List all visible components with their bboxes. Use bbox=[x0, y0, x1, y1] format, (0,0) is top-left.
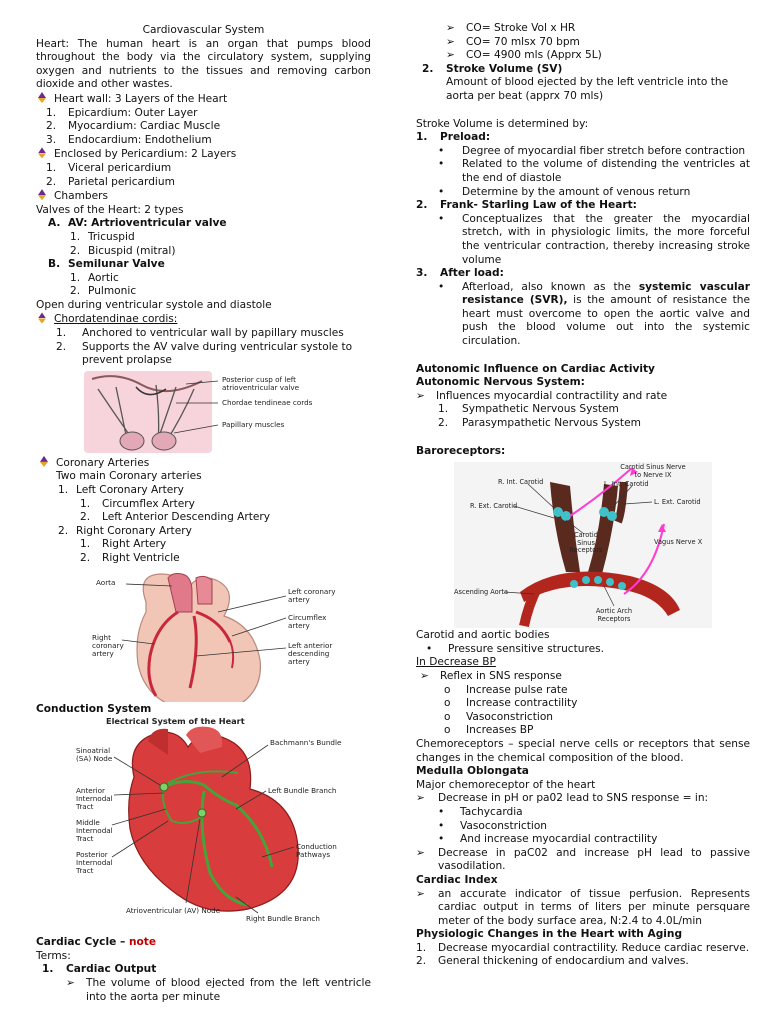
list-item: 2. Supports the AV valve during ventricular systole to prevent prolapse bbox=[56, 340, 353, 367]
figure-label: Right Bundle Branch bbox=[246, 914, 320, 924]
list-item: 3. Endocardium: Endothelium bbox=[46, 133, 212, 146]
list-item: ➢ CO= 4900 mls (Apprx 5L) bbox=[446, 49, 602, 62]
arrow-bullet-icon: ➢ bbox=[66, 976, 75, 989]
pericardium-bullet: Enclosed by Pericardium: 2 Layers bbox=[36, 147, 371, 162]
heart-intro: Heart: The human heart is an organ that pumps blood throughout the body via the circulatory system, supplying oxygen and nutrients to the tissues and removing carbon dioxide and other wastes. bbox=[36, 37, 371, 91]
figure-label: Conduction Pathways bbox=[296, 842, 337, 860]
list-item: • Afterload, also known as the systemic vascular resistance (SVR), is the amount of resistance the heart must overcome to open the aortic valve and push the blood volume out into the systemic circulation. bbox=[438, 280, 750, 348]
list-item: 2. Stroke Volume (SV) bbox=[422, 62, 563, 75]
arrow-bullet-icon: ➢ bbox=[416, 846, 425, 859]
figure-label: Posterior Internodal Tract bbox=[76, 850, 113, 876]
arrow-bullet-icon bbox=[36, 92, 48, 103]
list-item: 1. Viceral pericardium bbox=[46, 161, 172, 174]
list-item: • And increase myocardial contractility bbox=[438, 833, 658, 846]
list-item: 1. Decrease myocardial contractility. Reduce cardiac reserve. bbox=[416, 941, 750, 954]
figure-label: Ascending Aorta bbox=[454, 588, 509, 597]
figure-label: Posterior cusp of left atrioventricular valve bbox=[222, 374, 300, 392]
baroreceptor-figure bbox=[454, 462, 750, 628]
figure-label: Atrioventricular (AV) Node bbox=[126, 906, 221, 916]
arrow-bullet-icon: ➢ bbox=[416, 887, 425, 900]
chambers-bullet: Chambers bbox=[36, 189, 371, 204]
list-item: • Conceptualizes that the greater the myocardial stretch, with in physiologic limits, the more forceful the ventricular contraction, thereby increasing stroke volume bbox=[438, 212, 750, 266]
arrow-bullet-icon: ➢ bbox=[420, 670, 429, 682]
list-item: 1. Anchored to ventricular wall by papillary muscles bbox=[56, 327, 344, 340]
coronary-bullet: Coronary Arteries bbox=[36, 456, 371, 471]
arrow-bullet-icon: ➢ bbox=[416, 792, 425, 805]
figure-label: Left anterior descending artery bbox=[288, 640, 333, 666]
list-item: o Vasoconstriction bbox=[444, 710, 554, 723]
conduction-heading: Conduction System bbox=[36, 702, 152, 715]
list-item: • Vasoconstriction bbox=[438, 819, 548, 832]
figure-label: L. Int. Carotid bbox=[604, 480, 649, 489]
terms-label: Terms: bbox=[36, 949, 71, 962]
list-item: 2. Parietal pericardium bbox=[46, 175, 175, 188]
list-item: 2. Left Anterior Descending Artery bbox=[80, 511, 271, 524]
list-item: 2. Bicuspid (mitral) bbox=[70, 244, 176, 257]
arrow-bullet-icon: ➢ bbox=[446, 22, 455, 34]
figure-label: Carotid Sinus Nerve to Nerve IX bbox=[620, 463, 686, 479]
list-item: ➢ CO= Stroke Vol x HR bbox=[446, 22, 576, 34]
list-item: 2. Myocardium: Cardiac Muscle bbox=[46, 120, 221, 133]
figure-label: Carotid Sinus Receptors bbox=[569, 531, 603, 555]
list-item: 2. Parasympathetic Nervous System bbox=[438, 417, 641, 430]
list-item: 1. Epicardium: Outer Layer bbox=[46, 106, 198, 119]
list-item: o Increase contractility bbox=[444, 697, 578, 710]
figure-label: Sinoatrial (SA) Node bbox=[76, 746, 113, 764]
list-item: • Tachycardia bbox=[438, 805, 523, 818]
major-chemoreceptor: Major chemoreceptor of the heart bbox=[416, 778, 596, 791]
chemoreceptors-text: Chemoreceptors – special nerve cells or receptors that sense changes in the chemical composition of the blood. bbox=[416, 737, 750, 764]
sv-determined: Stroke Volume is determined by: bbox=[416, 117, 589, 130]
list-item: 1. Preload: bbox=[416, 131, 491, 144]
figure-label: Chordae tendineae cords bbox=[222, 397, 313, 407]
figure-label: R. Int. Carotid bbox=[498, 478, 544, 487]
list-item: ➢ an accurate indicator of tissue perfusion. Represents cardiac output in terms of liters per minute persquare meter of the body surface area, N:2.4 to 4.0L/min bbox=[416, 887, 750, 927]
list-item: 1. Circumflex Artery bbox=[80, 497, 195, 510]
open-during-text: Open during ventricular systole and diastole bbox=[36, 298, 272, 311]
coronary-figure bbox=[36, 572, 371, 702]
figure-label: Aorta bbox=[96, 577, 116, 587]
arrow-bullet-icon: ➢ bbox=[416, 389, 425, 402]
list-item: 1. Cardiac Output bbox=[42, 963, 157, 976]
chordae-bullet: Chordatendinae cordis: bbox=[36, 312, 371, 327]
figure-label: R. Ext. Carotid bbox=[470, 502, 518, 511]
arrow-bullet-icon bbox=[36, 147, 48, 158]
list-item: A. AV: Artrioventricular valve bbox=[48, 217, 227, 230]
left-column bbox=[36, 24, 371, 1004]
list-item: 1. Left Coronary Artery bbox=[58, 484, 184, 497]
arrow-bullet-icon: ➢ bbox=[446, 35, 455, 48]
right-column bbox=[416, 22, 750, 969]
conduction-figure bbox=[36, 717, 371, 935]
autonomic-heading: Autonomic Influence on Cardiac Activity bbox=[416, 362, 655, 375]
list-item: 2. Right Coronary Artery bbox=[58, 524, 192, 537]
list-item: 3. After load: bbox=[416, 267, 504, 280]
cardiac-cycle-heading: Cardiac Cycle – note bbox=[36, 936, 157, 949]
list-item: o Increases BP bbox=[444, 724, 534, 737]
ans-heading: Autonomic Nervous System: bbox=[416, 376, 585, 389]
valves-heading: Valves of the Heart: 2 types bbox=[36, 203, 184, 216]
note-link: note bbox=[128, 936, 157, 949]
arrow-bullet-icon bbox=[36, 312, 48, 323]
decrease-bp-heading: In Decrease BP bbox=[416, 656, 496, 669]
list-item: 1. Aortic bbox=[70, 271, 119, 284]
figure-label: Anterior Internodal Tract bbox=[76, 786, 113, 812]
figure-label: Papillary muscles bbox=[222, 419, 285, 429]
list-item: 1. Right Artery bbox=[80, 538, 167, 551]
figure-label: Right coronary artery bbox=[92, 632, 124, 658]
cardiac-index-heading: Cardiac Index bbox=[416, 873, 498, 886]
list-item: 2. Pulmonic bbox=[70, 285, 137, 298]
figure-label: Left coronary artery bbox=[288, 586, 336, 604]
document-title: Cardiovascular System bbox=[142, 24, 265, 36]
figure-label: Left Bundle Branch bbox=[268, 786, 337, 796]
medulla-heading: Medulla Oblongata bbox=[416, 765, 529, 778]
list-item: 2. Right Ventricle bbox=[80, 552, 180, 564]
arrow-bullet-icon bbox=[36, 189, 48, 200]
list-item: ➢ Decrease in pH or pa02 lead to SNS response = in: bbox=[416, 792, 709, 805]
figure-label: Aortic Arch Receptors bbox=[595, 607, 633, 623]
figure-label: Bachmann's Bundle bbox=[270, 738, 342, 748]
list-item: 1. Tricuspid bbox=[70, 230, 135, 243]
list-item: 1. Sympathetic Nervous System bbox=[438, 403, 619, 416]
list-item: ➢ Reflex in SNS response bbox=[420, 670, 562, 682]
figure-label: Vagus Nerve X bbox=[654, 538, 703, 547]
figure-title: Electrical System of the Heart bbox=[106, 716, 245, 727]
list-item: B. Semilunar Valve bbox=[48, 258, 165, 271]
list-item: • Related to the volume of distending the ventricles at the end of diastole bbox=[438, 158, 750, 184]
sv-definition: Amount of blood ejected by the left ventricle into the aorta per beat (apprx 70 mls) bbox=[446, 76, 729, 102]
chordae-figure bbox=[36, 369, 371, 455]
list-item: ➢ CO= 70 mlsx 70 bpm bbox=[446, 35, 580, 48]
list-item: ➢ Decrease in paC02 and increase pH lead to passive vasodilation. bbox=[416, 846, 750, 873]
list-item: ➢ The volume of blood ejected from the left ventricle into the aorta per minute bbox=[66, 976, 371, 1003]
list-item: • Pressure sensitive structures. bbox=[426, 642, 605, 655]
list-item: • Determine by the amount of venous return bbox=[438, 185, 691, 198]
figure-label: L. Ext. Carotid bbox=[654, 498, 701, 507]
figure-label: Circumflex artery bbox=[288, 612, 327, 630]
list-item: 2. General thickening of endocardium and valves. bbox=[416, 955, 689, 968]
list-item: o Increase pulse rate bbox=[444, 683, 568, 696]
two-main-text: Two main Coronary arteries bbox=[56, 470, 202, 483]
aging-heading: Physiologic Changes in the Heart with Aging bbox=[416, 928, 683, 941]
list-item: 2. Frank- Starling Law of the Heart: bbox=[416, 199, 637, 212]
list-item: ➢ Influences myocardial contractility and rate bbox=[416, 389, 668, 402]
baroreceptors-heading: Baroreceptors: bbox=[416, 444, 506, 457]
figure-label: Middle Internodal Tract bbox=[76, 818, 113, 844]
list-item: • Degree of myocardial fiber stretch before contraction bbox=[438, 144, 746, 157]
carotid-bodies: Carotid and aortic bodies bbox=[416, 629, 550, 642]
arrow-bullet-icon: ➢ bbox=[446, 49, 455, 62]
heart-wall-bullet: Heart wall: 3 Layers of the Heart bbox=[36, 92, 371, 107]
arrow-bullet-icon bbox=[38, 456, 50, 467]
